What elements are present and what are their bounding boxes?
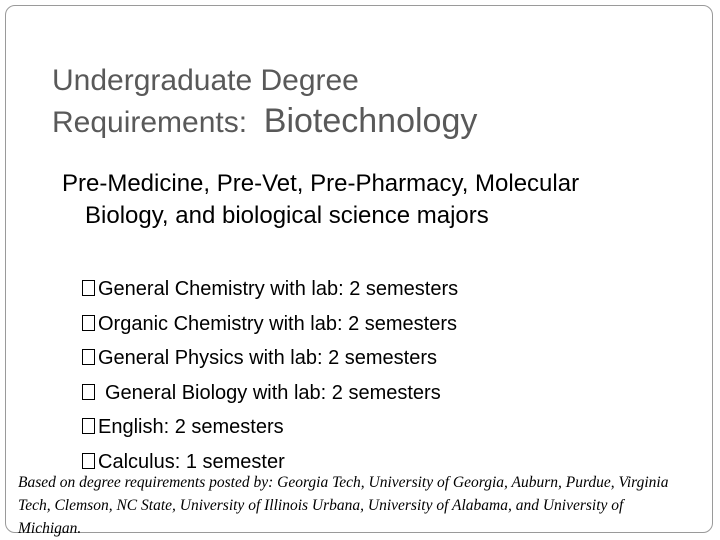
list-item	[82, 275, 458, 310]
checkbox-icon	[82, 315, 95, 331]
list-item-text: English: 2 semesters	[98, 416, 284, 439]
checkbox-icon	[82, 418, 95, 434]
intro-text: Pre-Medicine, Pre-Vet, Pre-Pharmacy, Molecular Biology, and biological science majors	[62, 170, 580, 229]
title-line-1: Undergraduate Degree	[52, 64, 359, 97]
checkbox-icon	[82, 280, 95, 296]
list-item-text: Calculus: 1 semester	[98, 450, 285, 473]
list-item-text: Organic Chemistry with lab: 2 semesters	[98, 312, 458, 335]
checkbox-icon	[82, 349, 95, 365]
list-item-text: General Physics with lab: 2 semesters	[98, 347, 438, 370]
list-item	[82, 379, 458, 414]
list-item	[82, 344, 458, 379]
list-item-text: General Chemistry with lab: 2 semesters	[98, 278, 459, 300]
checkbox-icon	[82, 384, 95, 400]
list-item	[82, 310, 458, 345]
checkbox-icon	[82, 453, 95, 469]
title-line-2	[52, 101, 692, 143]
source-footnote: Based on degree requirements posted by: Georgia Tech, University of Georgia, Auburn, Purdue, Virginia Tech, Clemson, NC State, University of Illinois Urbana, University of Alabama, and University of Michigan.	[18, 474, 669, 537]
title-prefix: Requirements:	[52, 106, 248, 139]
title-emphasis: Biotechnology	[263, 102, 478, 140]
requirements-list	[82, 275, 458, 483]
list-item-text: General Biology with lab: 2 semesters	[105, 381, 441, 404]
slide-title	[52, 60, 692, 143]
list-item	[82, 413, 458, 448]
